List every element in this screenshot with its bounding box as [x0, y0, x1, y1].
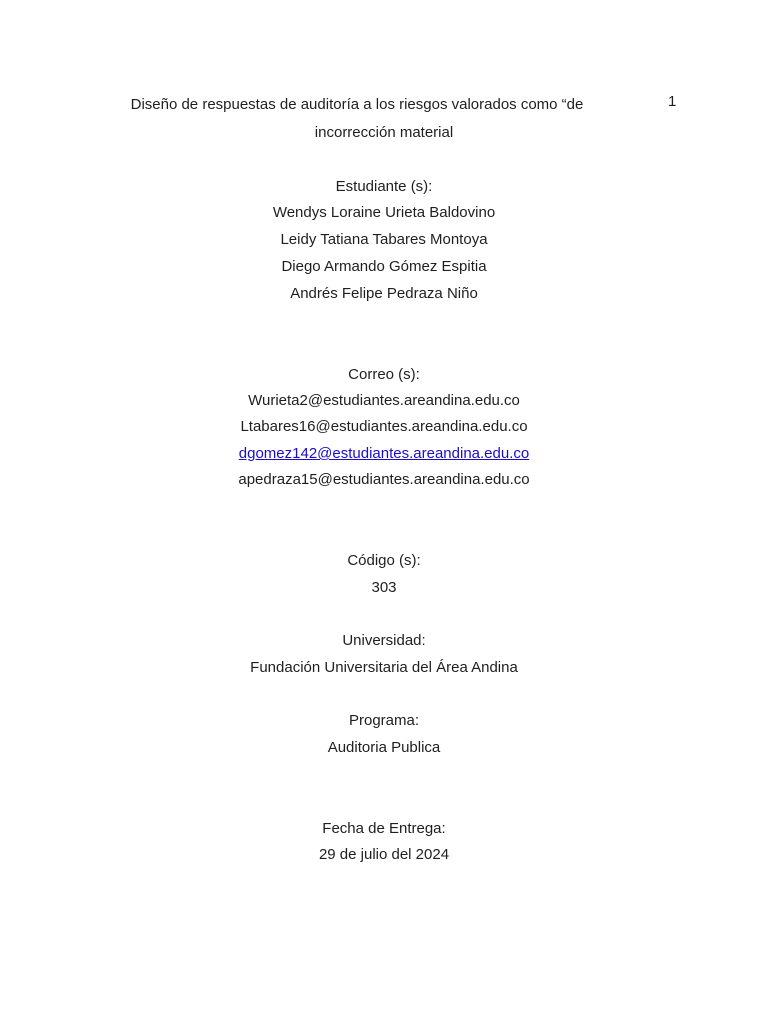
delivery-date-value: 29 de julio del 2024: [318, 846, 450, 863]
document-title-line-2: incorrección material: [314, 124, 454, 141]
program-value: Auditoria Publica: [327, 739, 441, 756]
document-title-line-1: Diseño de respuestas de auditoría a los riesgos valorados como “de: [130, 96, 584, 113]
university-label: Universidad:: [342, 632, 426, 649]
university-value: Fundación Universitaria del Área Andina: [250, 659, 518, 676]
email-address: Ltabares16@estudiantes.areandina.edu.co: [240, 418, 528, 435]
email-link[interactable]: [0, 444, 768, 464]
page-number: 1: [668, 93, 677, 110]
student-name: Diego Armando Gómez Espitia: [281, 258, 487, 275]
student-name: Andrés Felipe Pedraza Niño: [290, 285, 478, 302]
code-value: 303: [371, 579, 397, 596]
email-address: Wurieta2@estudiantes.areandina.edu.co: [248, 392, 520, 409]
student-name: Leidy Tatiana Tabares Montoya: [280, 231, 488, 248]
program-label: Programa:: [348, 712, 420, 729]
emails-label: Correo (s):: [348, 366, 420, 383]
email-link-text[interactable]: dgomez142@estudiantes.areandina.edu.co: [238, 445, 530, 462]
student-name: Wendys Loraine Urieta Baldovino: [272, 204, 496, 221]
students-label: Estudiante (s):: [335, 178, 433, 195]
email-address: apedraza15@estudiantes.areandina.edu.co: [238, 471, 530, 488]
code-label: Código (s):: [347, 552, 421, 569]
delivery-date-label: Fecha de Entrega:: [322, 820, 446, 837]
